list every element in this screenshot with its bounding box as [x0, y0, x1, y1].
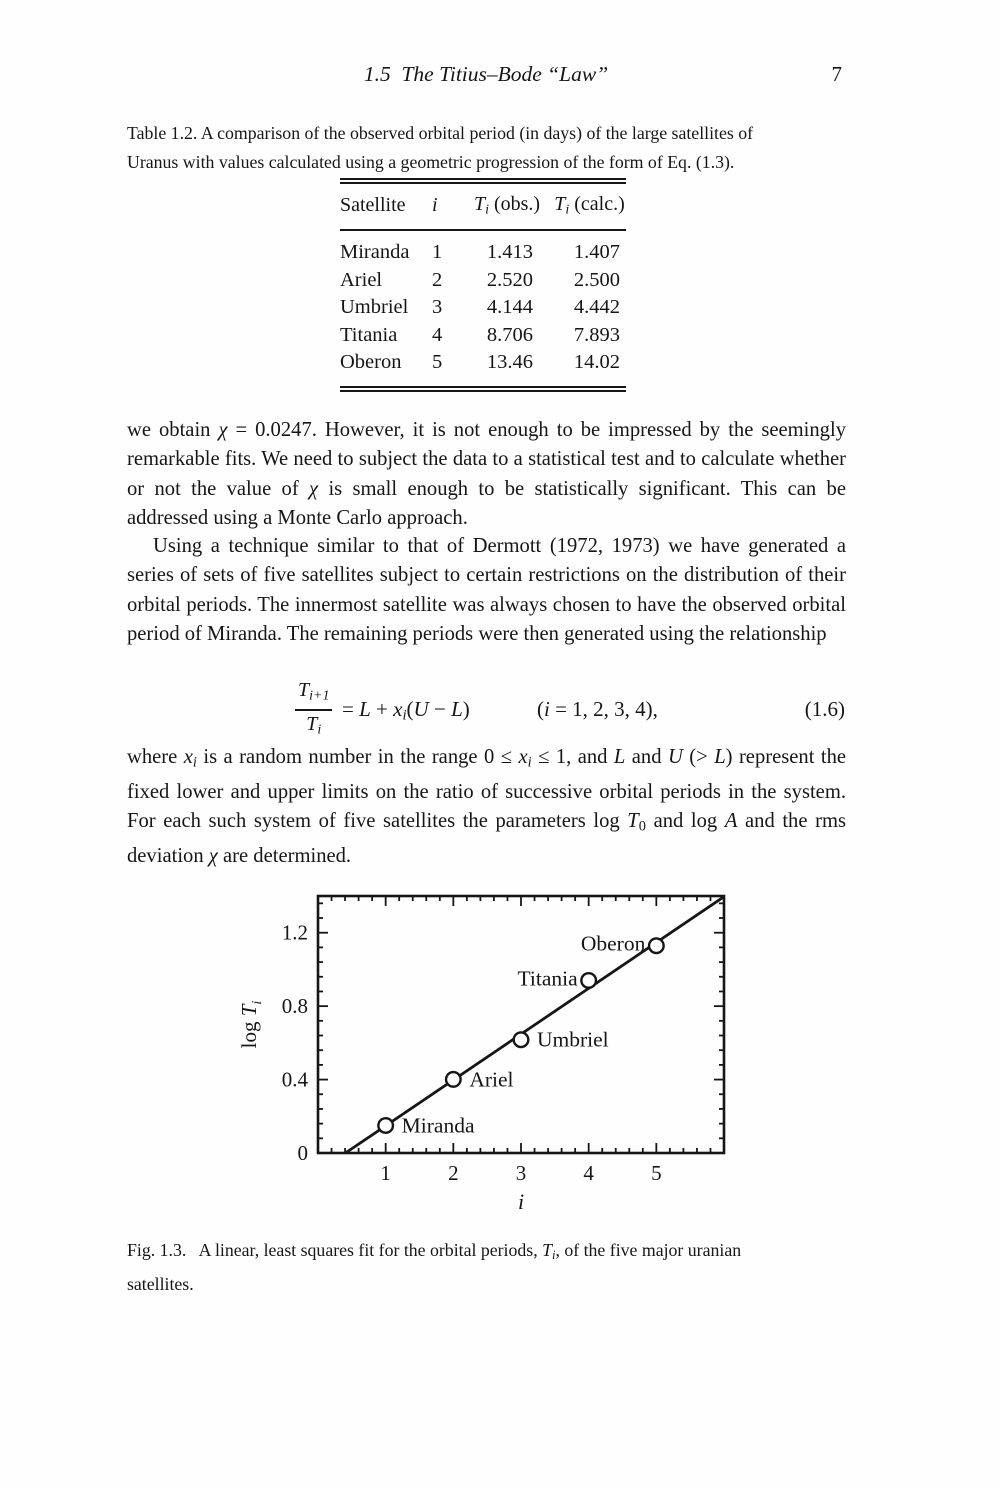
- table-cell: 1.413: [486, 241, 533, 264]
- table-row: [340, 267, 626, 295]
- running-head: [127, 62, 845, 90]
- figure-caption: [127, 1236, 867, 1299]
- equation-fraction: [295, 679, 332, 742]
- figure-caption-line: Fig. 1.3. A linear, least squares fit for the orbital periods, Ti, of the five major uranian: [127, 1240, 742, 1262]
- point-label-umbriel: Umbriel: [537, 1027, 609, 1052]
- point-label-miranda: Miranda: [401, 1113, 475, 1138]
- y-tick-label: 0: [297, 1141, 308, 1165]
- fraction-bar: [295, 709, 332, 711]
- data-point-ariel: [446, 1072, 461, 1087]
- x-tick-label: 1: [380, 1161, 391, 1185]
- table-header-row: [340, 181, 626, 230]
- table-cell: 7.893: [573, 323, 620, 346]
- table-cell: 5: [432, 351, 443, 374]
- table-cell: Miranda: [340, 241, 410, 264]
- table-body: [340, 230, 626, 389]
- column-header: Ti (obs.): [461, 181, 553, 230]
- point-label-oberon: Oberon: [580, 931, 646, 956]
- column-header: Ti (calc.): [553, 181, 626, 230]
- table-cell: 2: [432, 268, 443, 291]
- page-number: 7: [831, 62, 842, 86]
- column-header: Satellite: [340, 181, 432, 230]
- fraction-numerator: Ti+1: [298, 679, 330, 704]
- y-axis-label: $\log T_i$: [237, 1000, 265, 1049]
- table-cell: Ariel: [340, 268, 383, 291]
- y-tick-label: 0.8: [281, 994, 308, 1019]
- fraction-denominator: Ti: [306, 713, 322, 738]
- table-cell: 14.02: [573, 351, 620, 374]
- table-cell: Umbriel: [340, 296, 409, 319]
- x-tick-label: 4: [583, 1161, 594, 1185]
- table-cell: Oberon: [340, 351, 402, 374]
- figure-1-3-chart: [230, 875, 800, 1220]
- table-cell: 1: [432, 241, 443, 264]
- y-tick-label: 1.2: [281, 920, 308, 945]
- table-row: [340, 230, 626, 267]
- plot-box: [318, 896, 724, 1153]
- figure-caption-line: satellites.: [127, 1273, 194, 1294]
- paragraph-chi-result: we obtain χ = 0.0247. However, it is not enough to be impressed by the seemingly remarkable fits. We need to subject the data to a statistical test and to calculate whether or not the value of χ is small enough to be statistically significant. This can be addressed using a Monte Carlo approach.: [127, 419, 846, 529]
- column-header: i: [432, 181, 461, 230]
- paragraph-monte-carlo: Using a technique similar to that of Dermott (1972, 1973) we have generated a series of sets of five satellites subject to certain restrictions on the distribution of their orbital periods. The innermost satellite was always chosen to have the observed orbital period of Miranda. The remaining periods were then generated using the relationship: [127, 535, 846, 645]
- data-point-titania: [581, 973, 596, 988]
- table-cell: 4.144: [486, 296, 533, 319]
- point-label-titania: Titania: [517, 966, 578, 991]
- data-point-miranda: [378, 1118, 393, 1133]
- data-point-umbriel: [514, 1032, 529, 1047]
- table-cell: 4.442: [573, 296, 620, 319]
- equation-condition: (i = 1, 2, 3, 4),: [537, 697, 658, 721]
- table-cell: 1.407: [573, 241, 620, 264]
- table-row: [340, 349, 626, 389]
- paragraph-random-number: where xi is a random number in the range 0 ≤ xi ≤ 1, and L and U (> L) represent the fixed lower and upper limits on the ratio of successive orbital periods in the system. For each such system of five satellites the parameters log T0 and log A and the rms deviation χ are determined.: [127, 746, 847, 867]
- satellite-period-table: [340, 178, 626, 392]
- y-tick-label: 0.4: [281, 1067, 308, 1092]
- table-header: [340, 181, 626, 230]
- table-cell: 4: [432, 323, 443, 346]
- equation-1-6: [127, 676, 845, 738]
- equation-rhs: = L + xi(U − L): [342, 697, 470, 724]
- table-caption: [127, 119, 867, 176]
- data-point-oberon: [649, 938, 664, 953]
- table-row: [340, 322, 626, 350]
- section-header: 1.5 The Titius–Bode “Law”: [363, 62, 609, 86]
- x-axis-label: i: [517, 1189, 525, 1214]
- equation-number: (1.6): [804, 697, 845, 721]
- table-cell: 2.520: [486, 268, 533, 291]
- table-cell: 13.46: [486, 351, 533, 374]
- x-tick-label: 2: [448, 1161, 459, 1185]
- table-caption-line: Table 1.2. A comparison of the observed orbital period (in days) of the large satellites of: [127, 123, 754, 143]
- x-tick-label: 5: [651, 1161, 662, 1185]
- table-cell: 2.500: [573, 268, 620, 291]
- table-row: [340, 294, 626, 322]
- table-cell: 8.706: [486, 323, 533, 346]
- x-tick-label: 3: [515, 1161, 527, 1185]
- point-label-ariel: Ariel: [469, 1067, 514, 1092]
- table-cell: 3: [432, 296, 443, 319]
- table-cell: Titania: [340, 323, 398, 346]
- table-caption-line: Uranus with values calculated using a geometric progression of the form of Eq. (1.3).: [127, 151, 735, 172]
